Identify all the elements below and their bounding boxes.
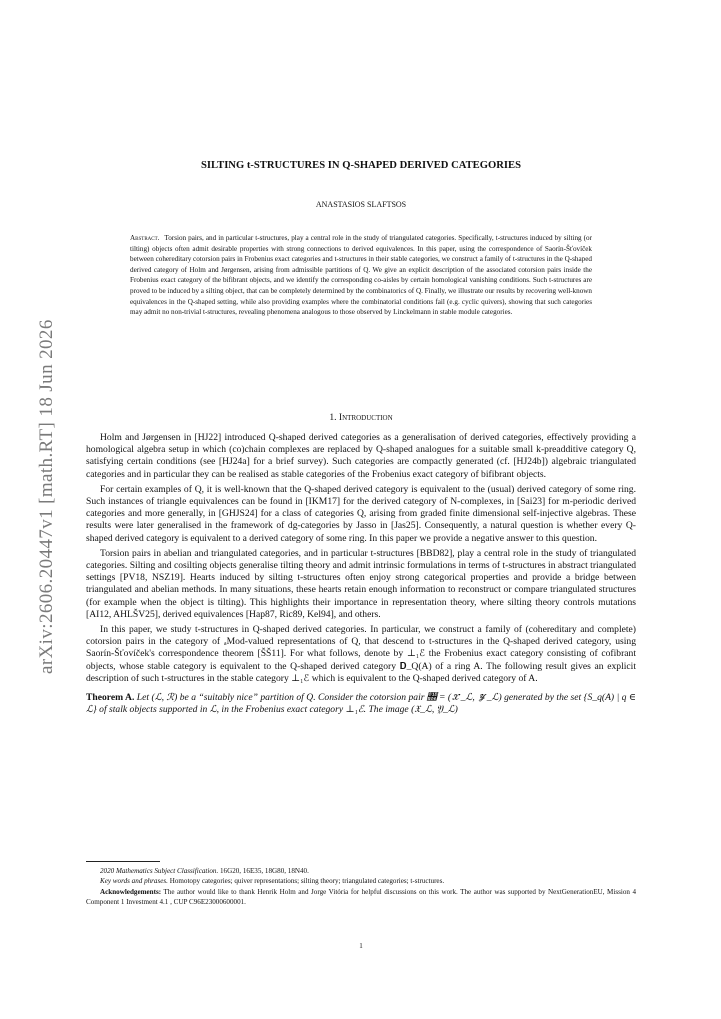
- paragraph: In this paper, we study t-structures in Q-shaped derived categories. In particular, we construct a family of (cohereditary and complete) cotorsion pairs in the category of ₐMod-valued representations of Q, that descend to t-structures in the Q-shaped derived category, using Saorín-Šťovíček's correspondence theorem [ŠŠ11]. For what follows, denote by ⊥₁ℰ the Frobenius exact category consisting of cofibrant objects, whose stable category is equivalent to the Q-shaped derived category 𝐃_Q(A) of a ring A. The following result gives an explicit description of such t-structures in the stable category ⊥₁ℰ which is equivalent to the Q-shaped derived category of A.: [86, 624, 636, 684]
- section-number: 1.: [329, 412, 337, 423]
- theorem-a: [86, 692, 636, 716]
- msc-label: 2020 Mathematics Subject Classification.: [100, 867, 219, 875]
- paragraph: Torsion pairs in abelian and triangulated categories, and in particular t-structures [BBD82], play a central role in the study of triangulated categories. Silting and cosilting objects generalise tilting theory and admit intrinsic formulations in terms of t-structures in abstract triangulated settings [PV18, NSZ19]. Hearts induced by silting t-structures often enjoy strong categorical properties and provide a bridge between triangulated and abelian methods. In many situations, these hearts retain enough information to reconstruct or compare triangulated structures (for example when the object is tilting). This highlights their importance in representation theory, where silting theory controls mutations [AI12, AHLŠV25], derived equivalences [Hap87, Ric89, Kel94], and others.: [86, 547, 636, 620]
- paragraph: Holm and Jørgensen in [HJ22] introduced Q-shaped derived categories as a generalisation of derived categories, effectively providing a homological algebra setup in which (co)chain complexes are replaced by Q-shaped analogues for a suitable small k-preadditive category Q, satisfying certain conditions (see [HJ24a] for a brief survey). Such categories are compactly generated (cf. [HJ24b]) algebraic triangulated categories and in particular they can be realised as stable categories of the Frobenius exact category of bifibrant objects.: [86, 432, 636, 480]
- theorem-label: Theorem A.: [86, 692, 135, 704]
- body-text: [86, 432, 636, 719]
- arxiv-identifier: arXiv:2606.20447v1 [math.RT] 18 Jun 2026: [36, 319, 57, 674]
- footnotes: [86, 866, 636, 908]
- paper-author: ANASTASIOS SLAFTSOS: [315, 200, 407, 209]
- section-heading: [86, 412, 636, 423]
- abstract: [130, 233, 592, 318]
- abstract-heading: Abstract.: [130, 234, 160, 242]
- abstract-text: Torsion pairs, and in particular t-structures, play a central role in the study of triangulated categories. Specifically, t-structures induced by silting (or tilting) objects often admit desirable properties with strong connections to derived equivalences. In this paper, using the correspondence of Saorín-Šťovíček between cohereditary cotorsion pairs in Frobenius exact categories and t-structures in their stable categories, we construct a family of t-structures in the Q-shaped derived category of Holm and Jørgensen, arising from admissible partitions of Q. We give an explicit description of the associated cotorsion pairs inside the Frobenius exact category of the bifibrant objects, and we identify the corresponding co-aisles by certain homological vanishing conditions. Such t-structures are proved to be induced by a silting object, that can be completely determined by the combinatorics of Q. Finally, we illustrate our results by recovering well-known equivalences in the Q-shaped setting, while also providing examples where the combinatorial conditions fail (e.g. cyclic quivers), showing that such categories may admit no non-trivial t-structures, revealing phenomena analogous to those observed by Linckelmann in stable module categories.: [130, 234, 593, 317]
- page-number: 1: [359, 942, 363, 950]
- ack-value: The author would like to thank Henrik Holm and Jorge Vitória for helpful discussions on this work. The author was supported by NextGenerationEU, Mission 4 Component 1 Investment 4.1 , CUP C96E23000600001.: [86, 887, 636, 907]
- ack-label: Acknowledgements:: [100, 887, 162, 896]
- footnote-keywords: [86, 876, 636, 886]
- keywords-value: Homotopy categories; quiver representations; silting theory; triangulated categories; t-structures.: [169, 877, 445, 886]
- footnote-msc: [86, 866, 636, 876]
- paper-title: SILTING t-STRUCTURES IN Q-SHAPED DERIVED CATEGORIES: [201, 160, 521, 171]
- paragraph: For certain examples of Q, it is well-known that the Q-shaped derived category is equivalent to the (usual) derived category of some ring. Such instances of triangle equivalences can be found in [IKM17] for the derived category of N-complexes, in [Sai23] for m-periodic derived categories and more generally, in [GHJS24] for a class of categories Q, arising from graded finite dimensional self-injective algebras. These results were later generalised in the framework of dg-categories by Jasso in [Jas25]. Consequently, a natural question is whether every Q-shaped derived category is equivalent to a derived category of some ring. In this paper we provide a negative answer to this question.: [86, 483, 636, 544]
- footnote-rule: [86, 861, 160, 862]
- section-title: Introduction: [338, 412, 393, 423]
- footnote-acknowledgements: [86, 887, 636, 908]
- theorem-text: Let (ℒ, ℛ) be a “suitably nice” partition of Q. Consider the cotorsion pair 𝔆 = (𝒳_ℒ, 𝒴_ℒ) generated by the set {S_q(A) | q ∈ ℒ} of stalk objects supported in ℒ, in the Frobenius exact category ⊥₁ℰ. The image (𝔛_ℒ, 𝔜_ℒ): [86, 692, 636, 716]
- msc-value: 16G20, 16E35, 18G80, 18N40.: [220, 867, 309, 875]
- keywords-label: Key words and phrases.: [100, 877, 168, 886]
